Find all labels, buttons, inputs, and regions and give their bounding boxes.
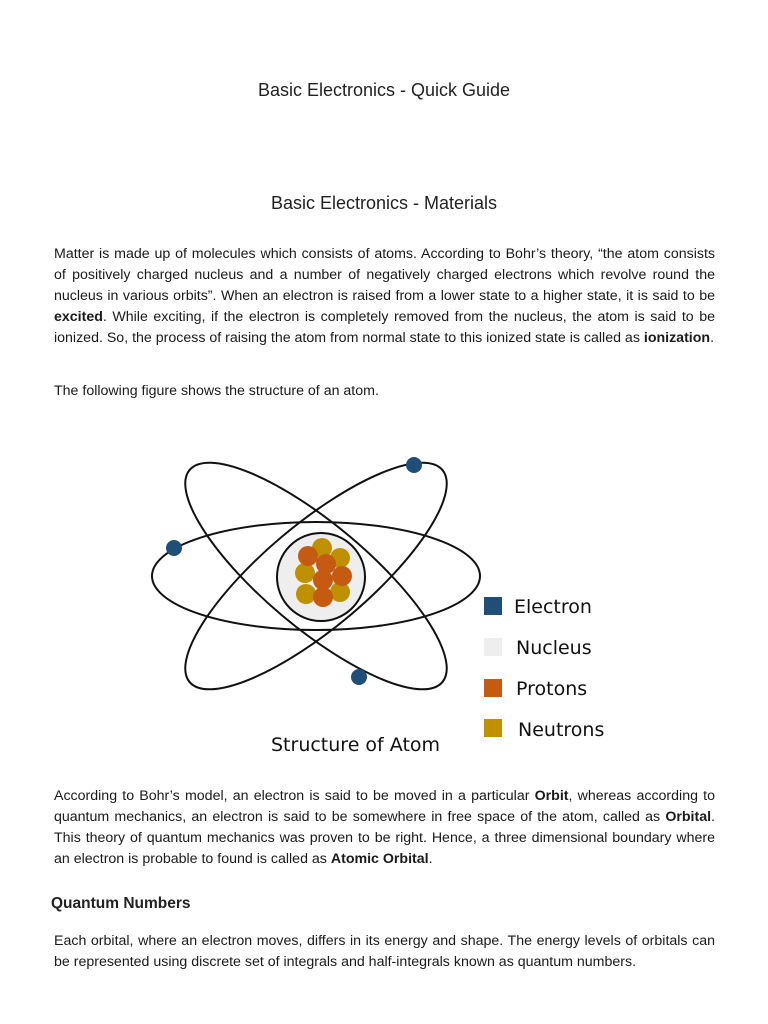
section-title: Basic Electronics - Materials: [270, 193, 498, 213]
term-atomic-orbital: Atomic Orbital: [330, 851, 429, 867]
figure-caption: Structure of Atom: [271, 734, 441, 756]
proton-particle: [332, 566, 352, 586]
paragraph-text: According to Bohr’s model, an electron is said to be moved in a particular: [54, 788, 535, 804]
term-orbit: Orbit: [534, 788, 569, 804]
legend-swatch-neutrons: [484, 719, 502, 737]
legend-swatch-nucleus: [484, 638, 502, 656]
electron: [166, 540, 182, 556]
paragraph-text: . This theory of quantum mechanics was proven to be right. Hence, a three dimensional boundary where an electron is probable to found is called as: [54, 809, 715, 867]
paragraph-quantum-numbers: Each orbital, where an electron moves, differs in its energy and shape. The energy levels of orbitals can be represented using discrete set of integrals and half-integrals known as quantum numbers.: [54, 933, 715, 970]
legend: [484, 596, 604, 741]
legend-label-electron: Electron: [514, 596, 592, 618]
paragraph-text: .: [428, 851, 433, 867]
electron: [351, 669, 367, 685]
term-orbital: Orbital: [665, 809, 712, 825]
paragraph-orbit: [54, 786, 715, 870]
document-title: Basic Electronics - Quick Guide: [257, 80, 511, 100]
atom-diagram: [140, 440, 630, 770]
electron: [406, 457, 422, 473]
paragraph-text: , whereas according to quantum mechanics, an electron is said to be somewhere in free space of the atom, called as: [54, 788, 715, 825]
legend-swatch-protons: [484, 679, 502, 697]
proton-particle: [298, 546, 318, 566]
paragraph-text: Matter is made up of molecules which consists of atoms. According to Bohr’s theory, “the atom consists of positively charged nucleus and a number of negatively charged electrons which revolve round the nucleus in various orbits”. When an electron is raised from a lower state to a higher state, it is said to be: [54, 246, 715, 304]
paragraph-matter: [54, 244, 715, 349]
paragraph-figure-intro: The following figure shows the structure of an atom.: [54, 383, 379, 399]
proton-particle: [313, 587, 333, 607]
legend-label-protons: Protons: [516, 678, 588, 700]
legend-label-neutrons: Neutrons: [518, 719, 605, 741]
paragraph-text: .: [710, 330, 715, 346]
subheading-quantum-numbers: Quantum Numbers: [51, 895, 191, 912]
atom-structure-figure: [140, 440, 630, 770]
legend-swatch-electron: [484, 597, 502, 615]
neutron-particle: [296, 584, 316, 604]
legend-label-nucleus: Nucleus: [516, 637, 592, 659]
neutron-particle: [295, 563, 315, 583]
term-ionization: ionization: [643, 330, 711, 346]
term-excited: excited: [54, 309, 103, 325]
paragraph-text: . While exciting, if the electron is completely removed from the nucleus, the atom is said to be ionized. So, the process of raising the atom from normal state to this ionized state is called as: [54, 309, 715, 346]
